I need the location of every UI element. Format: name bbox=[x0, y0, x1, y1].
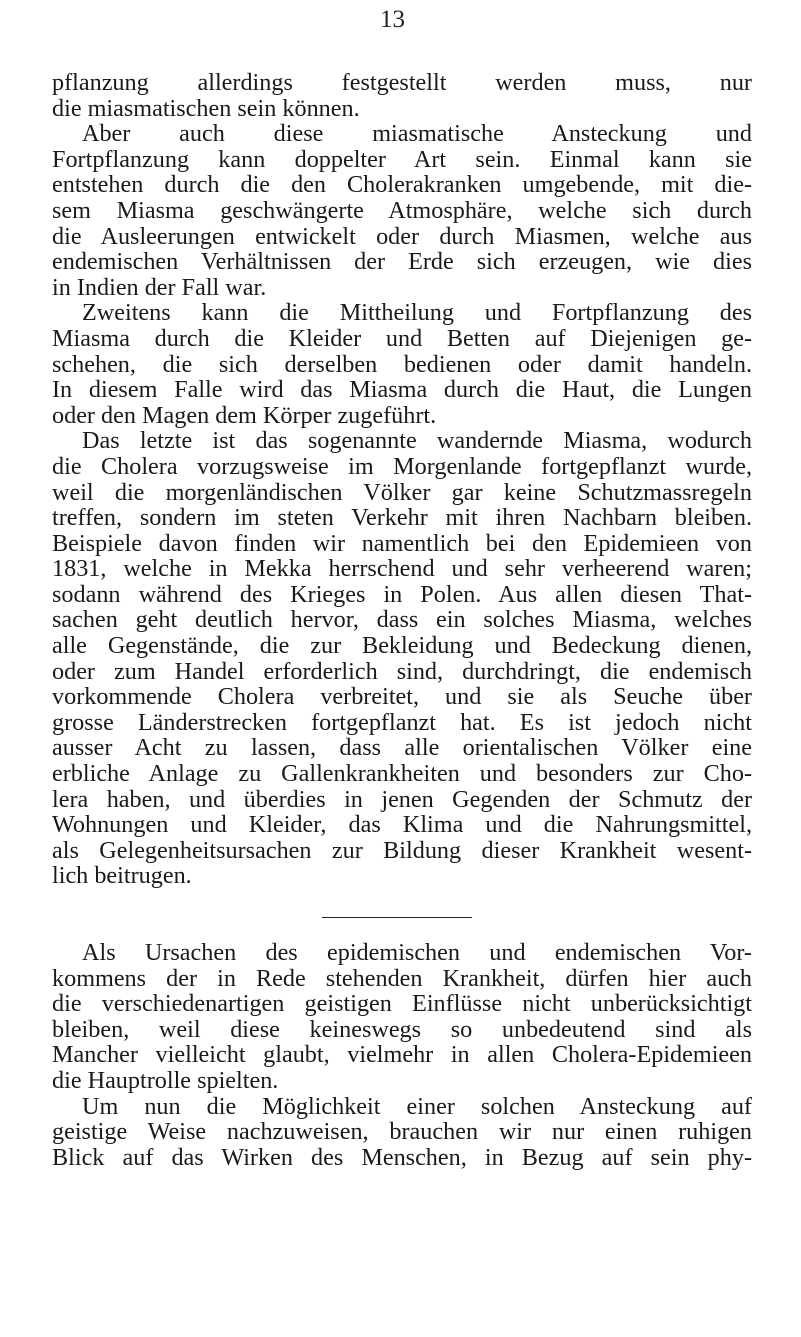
text-line: pflanzung allerdings festgestellt werden muss, nur bbox=[52, 69, 752, 96]
text-line: treffen, sondern im steten Verkehr mit ihren Nachbarn bleiben. bbox=[52, 504, 752, 532]
text-line: Miasma durch die Kleider und Betten auf Diejenigen ge- bbox=[52, 324, 752, 352]
text-line: Zweitens kann die Mittheilung und Fortpflanzung des bbox=[82, 299, 752, 327]
text-line: 1831, welche in Mekka herrschend und sehr verheerend waren; bbox=[52, 555, 752, 583]
text-line: sem Miasma geschwängerte Atmosphäre, welche sich durch bbox=[52, 196, 752, 224]
text-line: entstehen durch die den Cholerakranken umgebende, mit die- bbox=[52, 171, 752, 199]
text-line: in Indien der Fall war. bbox=[52, 273, 267, 301]
text-line: alle Gegenstände, die zur Bekleidung und Bedeckung dienen, bbox=[52, 632, 752, 660]
text-block-main bbox=[52, 70, 752, 889]
text-line: lich beitrugen. bbox=[52, 862, 192, 890]
text-line: Fortpflanzung kann doppelter Art sein. Einmal kann sie bbox=[52, 145, 752, 173]
text-line: als Gelegenheitsursachen zur Bildung dieser Krankheit wesent- bbox=[52, 836, 752, 864]
text-line: die miasmatischen sein können. bbox=[52, 94, 360, 122]
text-line: Wohnungen und Kleider, das Klima und die Nahrungsmittel, bbox=[52, 811, 752, 839]
text-line: In diesem Falle wird das Miasma durch die Haut, die Lungen bbox=[52, 376, 752, 404]
text-line: die Cholera vorzugsweise im Morgenlande fortgepflanzt wurde, bbox=[52, 452, 752, 480]
text-line: bleiben, weil diese keineswegs so unbedeutend sind als bbox=[52, 1015, 752, 1043]
text-line: die Ausleerungen entwickelt oder durch Miasmen, welche aus bbox=[52, 222, 752, 250]
text-line: die verschiedenartigen geistigen Einflüsse nicht unberücksichtigt bbox=[52, 990, 752, 1018]
text-line: grosse Länderstrecken fortgepflanzt hat. Es ist jedoch nicht bbox=[52, 708, 752, 736]
text-line: schehen, die sich derselben bedienen oder damit handeln. bbox=[52, 350, 752, 378]
text-line: vorkommende Cholera verbreitet, und sie als Seuche über bbox=[52, 683, 752, 711]
text-line: endemischen Verhältnissen der Erde sich erzeugen, wie dies bbox=[52, 248, 752, 276]
text-line: Das letzte ist das sogenannte wandernde Miasma, wodurch bbox=[82, 427, 752, 455]
text-line: oder den Magen dem Körper zugeführt. bbox=[52, 401, 437, 429]
text-line: ausser Acht zu lassen, dass alle orientalischen Völker eine bbox=[52, 734, 752, 762]
text-line: sachen geht deutlich hervor, dass ein solches Miasma, welches bbox=[52, 606, 752, 634]
text-line: Als Ursachen des epidemischen und endemischen Vor- bbox=[82, 939, 752, 966]
text-line: kommens der in Rede stehenden Krankheit, dürfen hier auch bbox=[52, 964, 752, 992]
text-line: lera haben, und überdies in jenen Gegenden der Schmutz der bbox=[52, 785, 752, 813]
text-line: oder zum Handel erforderlich sind, durchdringt, die endemisch bbox=[52, 657, 752, 685]
text-line: sodann während des Krieges in Polen. Aus allen diesen That- bbox=[52, 580, 752, 608]
text-line: Mancher vielleicht glaubt, vielmehr in allen Cholera-Epidemieen bbox=[52, 1041, 752, 1069]
text-line: Um nun die Möglichkeit einer solchen Ansteckung auf bbox=[82, 1092, 752, 1120]
text-line: weil die morgenländischen Völker gar keine Schutzmassregeln bbox=[52, 478, 752, 506]
text-line: Beispiele davon finden wir namentlich bei den Epidemieen von bbox=[52, 529, 752, 557]
text-line: geistige Weise nachzuweisen, brauchen wir nur einen ruhigen bbox=[52, 1118, 752, 1146]
section-divider bbox=[322, 917, 472, 918]
text-line: Aber auch diese miasmatische Ansteckung und bbox=[82, 120, 752, 148]
page-number: 13 bbox=[380, 6, 405, 33]
text-line: die Hauptrolle spielten. bbox=[52, 1066, 279, 1094]
text-line: Blick auf das Wirken des Menschen, in Bezug auf sein phy- bbox=[52, 1143, 752, 1171]
text-line: erbliche Anlage zu Gallenkrankheiten und besonders zur Cho- bbox=[52, 760, 752, 788]
text-block-second bbox=[52, 940, 752, 1170]
